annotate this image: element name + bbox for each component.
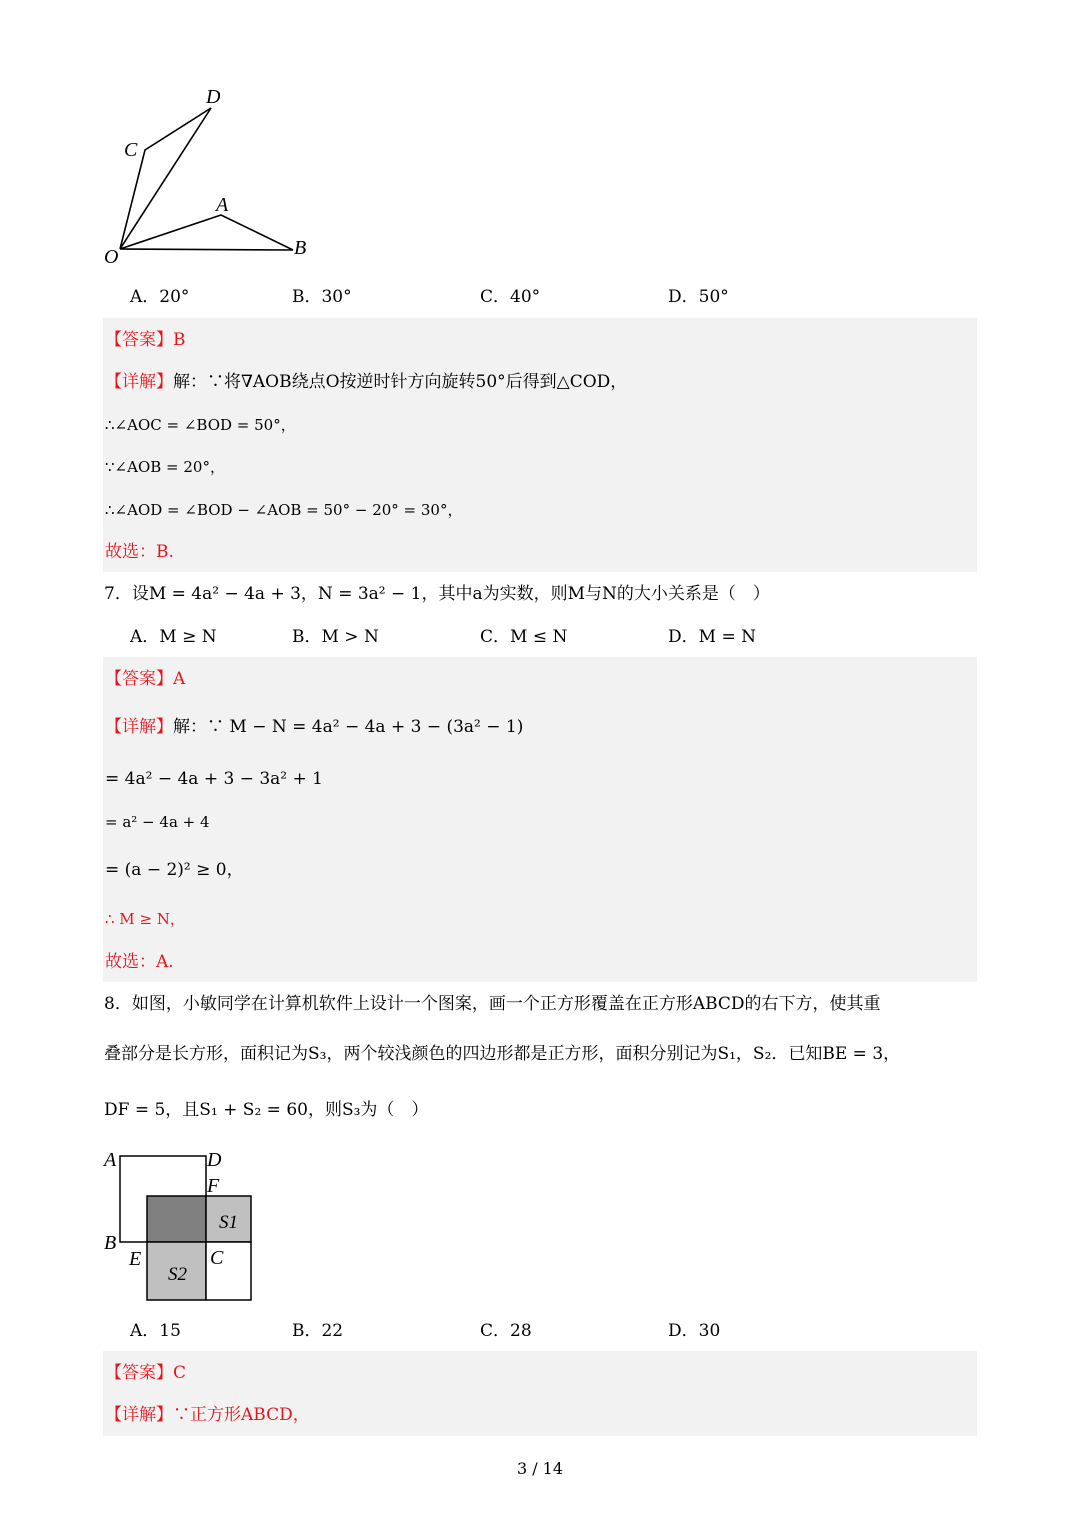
triangle-aob [120, 215, 293, 250]
q7-detail-line-4: = (a − 2)² ≥ 0， [105, 860, 244, 880]
q6-option-a: A．20° [130, 287, 190, 307]
q6-detail-line-4: ∴∠AOD = ∠BOD − ∠AOB = 50° − 20° = 30°， [105, 501, 463, 519]
q7-solution-panel [103, 657, 977, 982]
answer-label: 【答案】 [105, 330, 173, 350]
q6-solution-panel [103, 318, 977, 572]
label-s2: S2 [168, 1264, 187, 1285]
answer-value: B [173, 330, 186, 350]
q6-conclusion: 故选：B. [105, 542, 174, 562]
rotation-figure [98, 84, 318, 270]
answer-value: A [173, 669, 186, 689]
detail-label: 【详解】 [105, 1405, 173, 1425]
q7-stem: 7．设M = 4a² − 4a + 3，N = 3a² − 1，其中a为实数，则M与N的大小关系是（ ） [104, 584, 770, 604]
q7-answer [105, 668, 185, 690]
q8-answer [105, 1362, 186, 1384]
label-f: F [207, 1175, 220, 1197]
detail-text: 解：∵ M − N = 4a² − 4a + 3 − (3a² − 1) [173, 717, 524, 737]
detail-text: ∵正方形ABCD， [173, 1405, 310, 1425]
q6-option-c: C．40° [480, 287, 541, 307]
squares-figure [98, 1144, 264, 1306]
q8-stem-line-3: DF = 5，且S₁ + S₂ = 60，则S₃为（ ） [104, 1100, 429, 1120]
answer-label: 【答案】 [105, 1363, 173, 1383]
q8-option-d: D．30 [668, 1321, 721, 1341]
q7-conclusion: 故选：A. [105, 952, 174, 972]
q8-option-c: C．28 [480, 1321, 532, 1341]
q7-detail-line-2: = 4a² − 4a + 3 − 3a² + 1 [105, 769, 323, 789]
q6-detail-line-3: ∵∠AOB = 20°， [105, 458, 225, 476]
q8-detail-line-1 [105, 1404, 310, 1426]
q6-answer [105, 329, 186, 351]
label-a: A [216, 194, 229, 216]
answer-label: 【答案】 [105, 669, 173, 689]
label-s1: S1 [219, 1212, 238, 1233]
label-d: D [206, 86, 221, 108]
q8-stem-line-1: 8．如图，小敏同学在计算机软件上设计一个图案，画一个正方形覆盖在正方形ABCD的右下方，使其重 [104, 994, 881, 1014]
q6-detail-line-1 [105, 371, 627, 393]
q7-detail-line-5: ∴ M ≥ N， [105, 910, 185, 928]
q8-option-a: A．15 [130, 1321, 181, 1341]
detail-label: 【详解】 [105, 372, 173, 392]
q6-option-d: D．50° [668, 287, 729, 307]
q8-stem-line-2: 叠部分是长方形，面积记为S₃，两个较浅颜色的四边形都是正方形，面积分别记为S₁，S₂．已知BE = 3， [104, 1044, 901, 1064]
label-c: C [124, 139, 138, 161]
label-b: B [104, 1232, 117, 1254]
q7-option-b: B．M > N [292, 627, 379, 647]
q6-detail-line-2: ∴∠AOC = ∠BOD = 50°， [105, 416, 296, 434]
q8-option-b: B．22 [292, 1321, 344, 1341]
label-a: A [104, 1149, 117, 1171]
label-d: D [207, 1149, 222, 1171]
q7-option-d: D．M = N [668, 627, 756, 647]
answer-value: C [173, 1363, 187, 1383]
q7-detail-line-1 [105, 716, 523, 738]
detail-label: 【详解】 [105, 717, 173, 737]
q7-detail-line-3: = a² − 4a + 4 [105, 813, 210, 831]
overlap-s3 [147, 1196, 206, 1242]
label-o: O [104, 246, 119, 268]
label-e: E [129, 1248, 142, 1270]
page-number: 3 / 14 [516, 1459, 564, 1478]
triangle-cod [120, 108, 211, 249]
q6-option-b: B．30° [292, 287, 352, 307]
detail-text: 解：∵将∇AOB绕点O按逆时针方向旋转50°后得到△COD， [173, 372, 628, 392]
label-b: B [294, 237, 307, 259]
q7-option-a: A．M ≥ N [130, 627, 217, 647]
label-c: C [210, 1247, 224, 1269]
q7-option-c: C．M ≤ N [480, 627, 568, 647]
